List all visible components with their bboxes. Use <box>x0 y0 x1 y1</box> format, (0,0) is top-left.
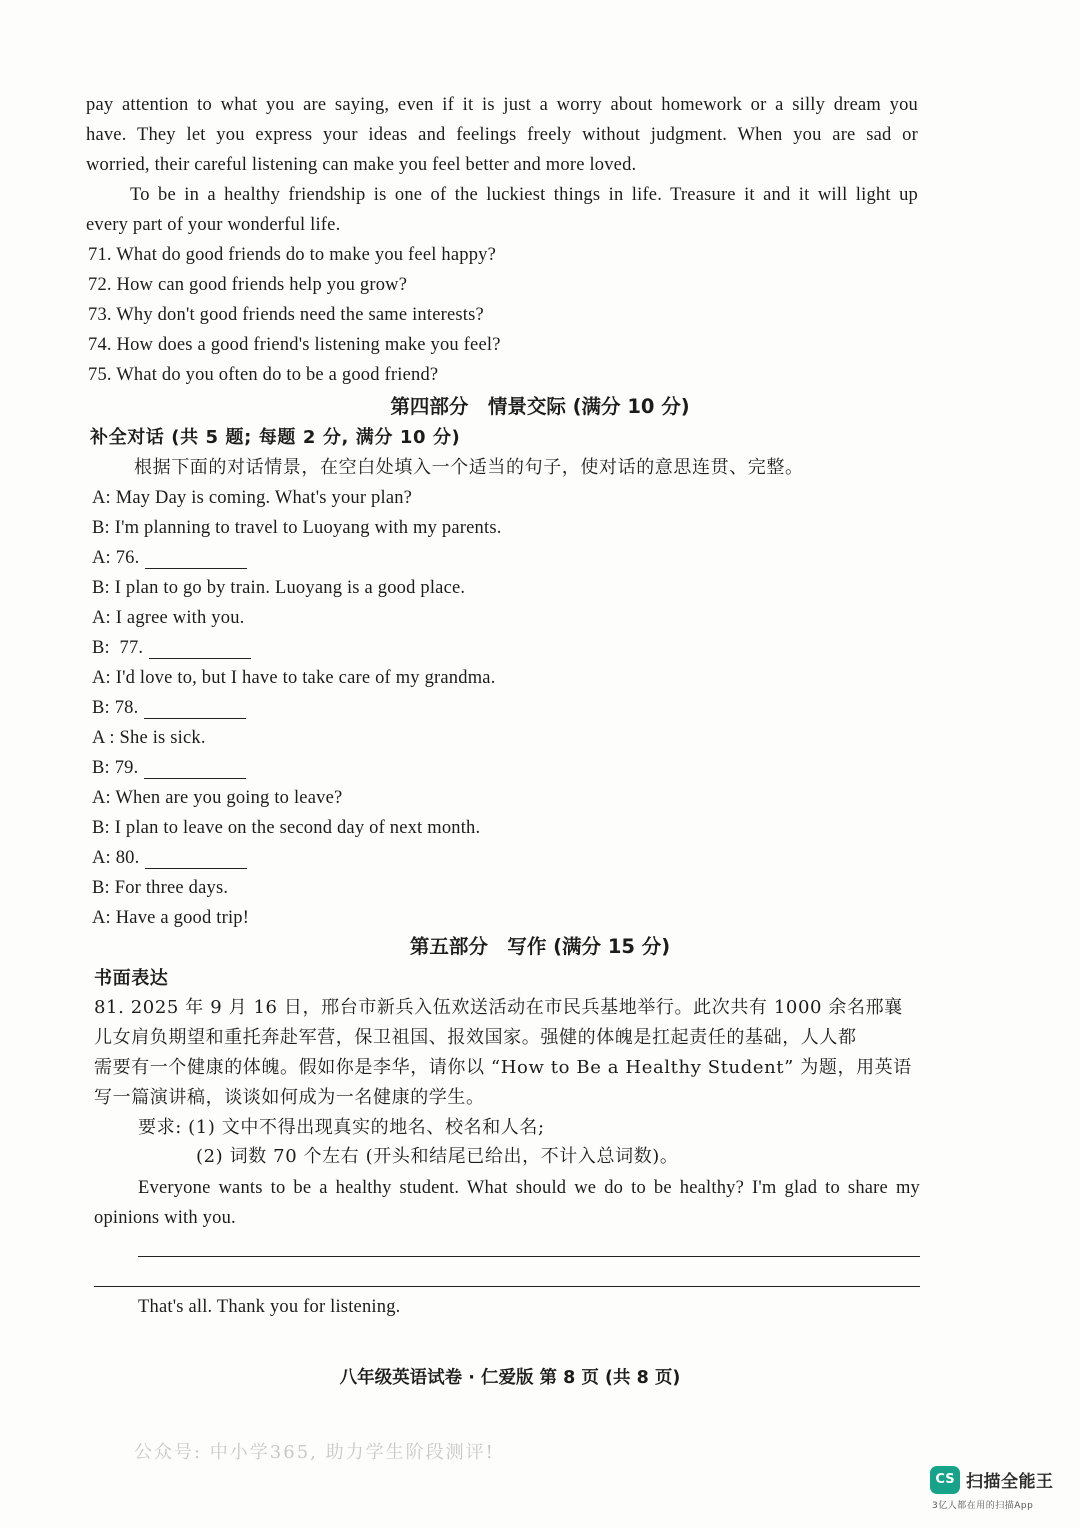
dialogue-line: B: I'm planning to travel to Luoyang with my parents. <box>92 518 502 538</box>
answer-blank-80[interactable] <box>145 848 247 869</box>
dialogue-label: A: 76. <box>92 548 140 568</box>
dialogue-line-78 <box>92 693 246 723</box>
dialogue-line: A : She is sick. <box>92 728 206 748</box>
watermark: 公众号: 中小学365, 助力学生阶段测评! <box>134 1442 495 1463</box>
passage-line: every part of your wonderful life. <box>86 215 341 235</box>
page-footer: 八年级英语试卷 · 仁爱版 第 8 页 (共 8 页) <box>339 1368 681 1388</box>
dialogue-line: A: I'd love to, but I have to take care of my grandma. <box>92 668 496 688</box>
part4-instruction: 根据下面的对话情景，在空白处填入一个适当的句子，使对话的意思连贯、完整。 <box>134 457 804 478</box>
dialogue-line: A: May Day is coming. What's your plan? <box>92 488 413 508</box>
dialogue-line: A: When are you going to leave? <box>92 788 343 808</box>
passage-line: To be in a healthy friendship is one of the luckiest things in life. Treasure it and it will light up <box>130 185 918 205</box>
requirement-1: 要求: (1) 文中不得出现真实的地名、校名和人名; <box>138 1117 545 1138</box>
dialogue-label: B: 77. <box>92 638 144 658</box>
writing-prompt: 写一篇演讲稿，谈谈如何成为一名健康的学生。 <box>94 1087 485 1108</box>
dialogue-line-79 <box>92 753 246 783</box>
dialogue-line: A: I agree with you. <box>92 608 245 628</box>
essay-opening: opinions with you. <box>94 1208 236 1228</box>
part4-title: 第四部分 情景交际 (满分 10 分) <box>390 395 690 418</box>
dialogue-label: B: 78. <box>92 698 139 718</box>
dialogue-line: B: For three days. <box>92 878 229 898</box>
dialogue-label: B: 79. <box>92 758 139 778</box>
passage-line: pay attention to what you are saying, even if it is just a worry about homework or a silly dream you <box>86 95 918 115</box>
writing-line[interactable] <box>138 1256 920 1257</box>
question-74: 74. How does a good friend's listening make you feel? <box>88 335 501 355</box>
scanner-app-icon: CS <box>930 1466 960 1494</box>
scanner-tagline: 3亿人都在用的扫描App <box>932 1501 1034 1511</box>
dialogue-line: A: Have a good trip! <box>92 908 250 928</box>
question-71: 71. What do good friends do to make you feel happy? <box>88 245 497 265</box>
answer-blank-78[interactable] <box>144 698 246 719</box>
dialogue-line: B: I plan to leave on the second day of next month. <box>92 818 481 838</box>
scanner-logo <box>930 1466 1060 1518</box>
question-72: 72. How can good friends help you grow? <box>88 275 408 295</box>
dialogue-line-77 <box>92 633 251 663</box>
part5-subtitle: 书面表达 <box>94 968 169 989</box>
part4-subtitle: 补全对话 (共 5 题; 每题 2 分, 满分 10 分) <box>90 427 461 448</box>
writing-line[interactable] <box>94 1286 920 1287</box>
requirement-2: (2) 词数 70 个左右 (开头和结尾已给出，不计入总词数)。 <box>196 1146 679 1167</box>
passage-line: worried, their careful listening can make you feel better and more loved. <box>86 155 637 175</box>
writing-prompt: 儿女肩负期望和重托奔赴军营，保卫祖国、报效国家。强健的体魄是扛起责任的基础，人人都 <box>94 1027 857 1048</box>
passage-line: have. They let you express your ideas and feelings freely without judgment. When you are sad or <box>86 125 918 145</box>
writing-prompt: 需要有一个健康的体魄。假如你是李华，请你以 “How to Be a Healthy Student” 为题，用英语 <box>94 1057 912 1078</box>
dialogue-line: B: I plan to go by train. Luoyang is a good place. <box>92 578 466 598</box>
question-75: 75. What do you often do to be a good friend? <box>88 365 439 385</box>
essay-closing: That's all. Thank you for listening. <box>138 1297 401 1317</box>
answer-blank-76[interactable] <box>145 548 247 569</box>
answer-blank-79[interactable] <box>144 758 246 779</box>
writing-prompt: 81. 2025 年 9 月 16 日，邢台市新兵入伍欢送活动在市民兵基地举行。此次共有 1000 余名邢襄 <box>94 997 903 1018</box>
answer-blank-77[interactable] <box>149 638 251 659</box>
essay-opening: Everyone wants to be a healthy student. What should we do to be healthy? I'm glad to share my <box>138 1178 920 1198</box>
question-73: 73. Why don't good friends need the same interests? <box>88 305 484 325</box>
dialogue-label: A: 80. <box>92 848 140 868</box>
part5-title: 第五部分 写作 (满分 15 分) <box>409 935 671 958</box>
dialogue-line-76 <box>92 543 247 573</box>
scanner-app-name: 扫描全能王 <box>966 1472 1054 1492</box>
dialogue-line-80 <box>92 843 247 873</box>
